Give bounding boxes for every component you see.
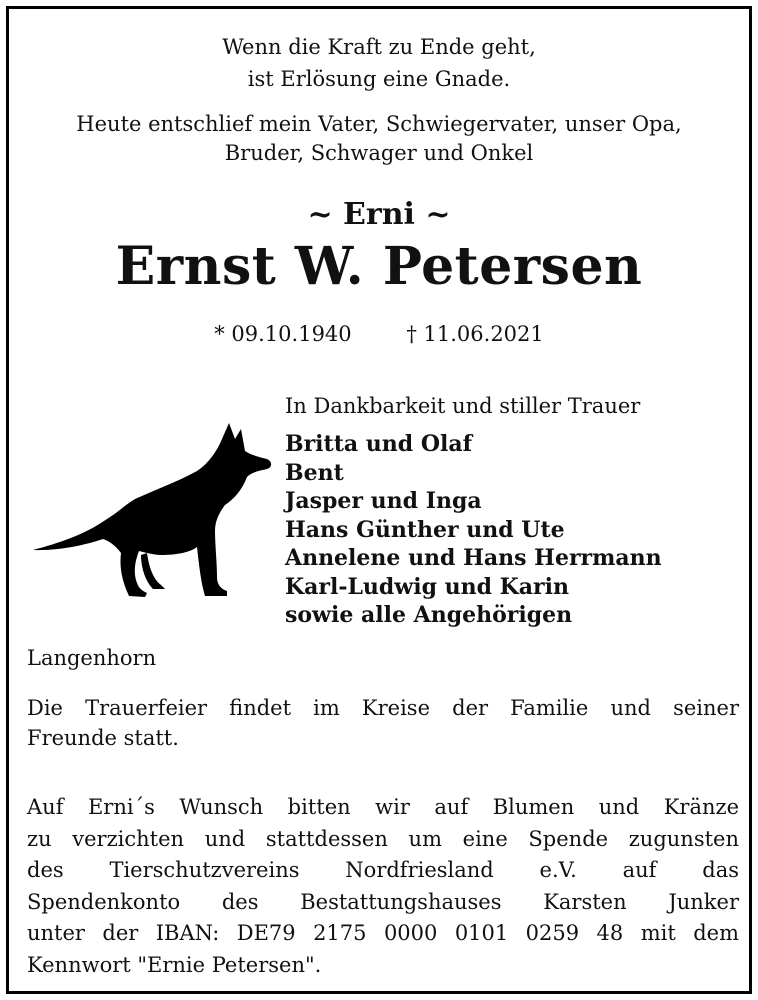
mourner-name: Jasper und Inga: [285, 488, 482, 514]
funeral-line: Freunde statt.: [27, 726, 179, 750]
mourner-name: Karl-Ludwig und Karin: [285, 573, 569, 600]
intro-line: Heute entschlief mein Vater, Schwiegervater, unser Opa,: [76, 112, 682, 136]
mourners-lead: In Dankbarkeit und stiller Trauer: [285, 394, 641, 418]
motto: [9, 31, 749, 95]
mourner-name: Hans Günther und Ute: [285, 516, 565, 543]
motto-line: Wenn die Kraft zu Ende geht,: [222, 35, 536, 59]
life-dates: [9, 319, 749, 349]
donation-line: Kennwort "Ernie Petersen".: [27, 952, 322, 977]
death-date: † 11.06.2021: [406, 322, 544, 346]
funeral-notice: [27, 693, 739, 753]
intro-line: Bruder, Schwager und Onkel: [224, 141, 534, 165]
intro-text: [9, 110, 749, 168]
place: Langenhorn: [27, 646, 157, 670]
deceased-name: Ernst W. Petersen: [115, 236, 643, 297]
donation-line: Auf Erni´s Wunsch bitten wir auf Blumen und Kränze: [27, 795, 739, 819]
donation-notice: [27, 792, 739, 981]
nickname: ~ Erni ~: [307, 197, 451, 232]
obituary-notice: [6, 6, 752, 994]
funeral-line: Die Trauerfeier findet im Kreise der Familie und seiner: [27, 696, 739, 720]
mourner-name: Bent: [285, 459, 344, 486]
mourner-name: sowie alle Angehörigen: [285, 602, 573, 628]
dog-silhouette-icon: [29, 417, 279, 601]
motto-line: ist Erlösung eine Gnade.: [247, 67, 511, 91]
donation-line: Spendenkonto des Bestattungshauses Karsten Junker: [27, 889, 739, 914]
mourner-name: Britta und Olaf: [285, 431, 473, 457]
donation-line: unter der IBAN: DE79 2175 0000 0101 0259 48 mit dem: [27, 921, 739, 945]
mourners-block: [285, 390, 745, 630]
birth-date: * 09.10.1940: [214, 322, 352, 346]
mourners-list: [285, 430, 745, 630]
donation-line: zu verzichten und stattdessen um eine Spende zugunsten: [27, 826, 739, 851]
mourner-name: Annelene und Hans Herrmann: [285, 545, 662, 571]
donation-line: des Tierschutzvereins Nordfriesland e.V. auf das: [27, 858, 739, 882]
